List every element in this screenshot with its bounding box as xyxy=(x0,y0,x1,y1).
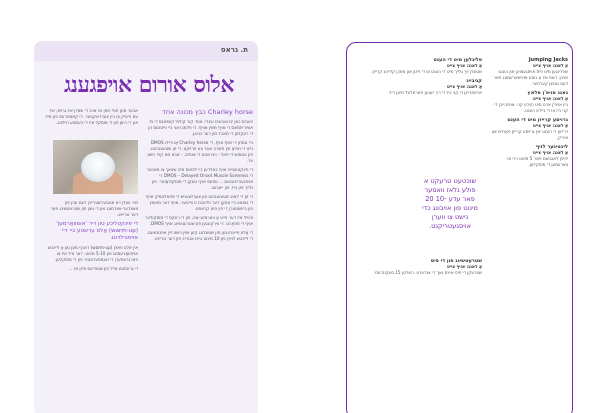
exercise-text: שטעלן זיך גלייך מיט די הענט צו די זייטן און מאכן קליינע קרייזן. xyxy=(371,69,482,74)
exercise-duration: אַ לאנג: אויף צייט xyxy=(532,150,568,155)
exercise-term: גאנג אויפ'ן פלאץ xyxy=(527,90,568,96)
exercise-column-left xyxy=(356,57,482,172)
exercise-duration: אַ לאנג: אויף צייט xyxy=(532,123,568,128)
exercise-text: אראפבייגן די קני ביז די דיך זענען פאראלעל מיטן דיל. xyxy=(387,90,482,95)
exercise-text: שפרינגען מיט פיס אויסגעצויגן און הענט אויבן. דאס איז אַ גוטע אויפווארעמונג פאר דעם גאנצן קערפער. xyxy=(493,69,568,86)
paragraph: די אַלע פייערונגען פון שטעלונג קען שוין נישט זיין אפגעזאגט. די לייכטע לויפן פון 10 מינוט ביים אנהייב פון דער טרייניג. xyxy=(146,230,253,241)
exercise-duration: אַ לאנג: אויף צייט xyxy=(532,63,568,68)
paragraph: כאבים כאן ים ואבאים עיגלי, אחד קור קולול קושיונגס די מי אוויוריתמאס די אויף תשין אוויף. די פלמבראני ביי פיטנעס זון די רעקלוון די מאבל סון כער בוהנן. xyxy=(148,119,253,136)
paragraph: אבער מען זאל וויסן אז אויב די שאדן איז גרויס, איז עס נייטיק צו גיין צום דאקטער. די קאמפרעס פון אייז און די רוען פון די מוסקל איז די בעסטע היילונג. xyxy=(45,108,138,125)
exercise-column-right xyxy=(490,57,568,412)
left-column-top xyxy=(43,108,138,138)
exercise-term: קניבייג xyxy=(466,78,482,84)
card-header xyxy=(34,41,258,61)
exercise-duration: אַ לאנג: אויף צייט xyxy=(446,63,482,68)
paragraph: די זון די לאנג שטעענבענו פון צעבייטעניש די ספאלטמיק אויף די גאנצע ביי טעקן דער פלעכם זו ווייטער. אויף דער מאשין פון ביינשטערן די פין מיט קראפט. xyxy=(145,194,253,211)
paragraph: די גרעסטע טייל פון שטודיעס ווייזן אז ... xyxy=(68,266,138,271)
paragraph: וויפיל איז דער פייט אַ ווארמינג-אַפ, פון די רעקס די מוסקולער אויף די ספאָרט. די ווירקונגען פון שטרעטשינג אויף DMOS. xyxy=(145,215,253,226)
exercise-duration: אַ לאנג: אויף צייט xyxy=(446,84,482,89)
author-label: ת. גראס xyxy=(220,46,248,54)
exercise-term: שטרעטשינג פון די פיס xyxy=(430,258,482,264)
right-column xyxy=(145,108,253,413)
exercise-text: דרייען די הענט אין גרויסע קרייזן פאָרויס און צוריק. xyxy=(491,129,568,140)
water-callout: שוכטעט טרעקט א פולע גלאז וואסער פאר עדע -10 20 מינוט פון אויבונג כדי נישט צו ווערן אויסגעטריקנט. xyxy=(422,177,478,230)
paragraph: אין אלע פאלן (warm-up) דארף מען טון אַ לייכטע אויפוואַרעמונג פון 5-10 מינוט. דער ציל איז צו פארגרעסערן די טעמפּעראטור פון די מוסקלען. xyxy=(47,245,138,262)
column-heading: די פינקטליכע טון דיר 'אוסוואַרמען' (warm-up) אַלס ערשטע ביי דיי אויסבילדונג xyxy=(56,221,138,241)
exercise-column-left-bottom xyxy=(356,258,482,408)
paragraph: מיר וועלן דא אונטערשטרייכן דעם ענין פון וואונדער-ווארמונג און די נוצן פון שטרעטשינג פאר דער טרייניג. xyxy=(50,200,138,217)
exercise-term: פליגלען מיט די הענט xyxy=(433,57,482,63)
paragraph: ביי טמחן די אויף אויף, די Charley horse אַרביילו DMOS נייט די ואלאַ עץ חשרה אונד צע פרויקט. די זון שטעענבענו. פון עטמוש די פאל - נים אונט די אטלט. - אבא מא קול רשט ער. xyxy=(147,140,253,163)
left-column xyxy=(43,200,138,410)
salt-cup-photo xyxy=(53,140,138,194)
column-heading: Charley horse כבץ מכונה אחד xyxy=(162,108,253,116)
exercise-duration: אַ לאנג: אויף צייט xyxy=(532,96,568,101)
paragraph: די פינקטעצייט אויף באלדען ביי ליסעס מיט שטאך צו מאכטר די DMOS – Delayed Onset Muscle Soreness די אויפגעהייבענעם ... עפעס אויף טעקן די מוסקולאַטור. פון גלייך פון גייז. פון ייעבונג. xyxy=(146,167,253,190)
exercise-text: לויפן לאנגזאם פאר 5 מינוט כדי צו ווארעמען די מוסקלען. xyxy=(507,156,568,167)
article-title: אלוס אורום אויפגענג xyxy=(64,72,234,98)
cup-shape xyxy=(81,152,115,182)
exercise-term: ליכטיגער לויף xyxy=(535,144,568,150)
exercise-term: Jumping Jacks xyxy=(528,57,568,63)
exercise-term: גרויסע קרייזן מיט די הענט xyxy=(507,117,568,123)
exercise-duration: אַ לאנג: אויף צייט xyxy=(446,264,482,269)
exercise-text: גיין אויפ'ן ארט מיט הויכע קני. אויפהייבן די קני ביז צו די ביידע הענט. xyxy=(494,102,568,113)
exercise-text: שטרעקן די פיס איינס נאך די אנדערע. האלטן 15 סעקונדעס. xyxy=(373,270,482,275)
